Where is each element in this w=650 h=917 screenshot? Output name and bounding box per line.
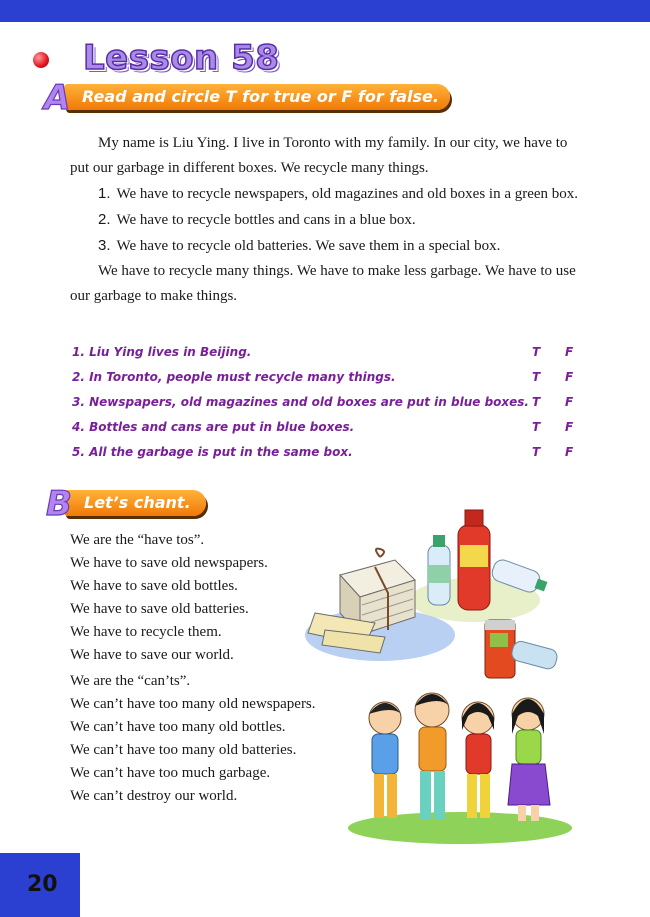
passage-intro: My name is Liu Ying. I live in Toronto with my family. In our city, we have to put our garbage in different boxes. We recycle many things. <box>70 135 568 176</box>
statement-text: 3. Newspapers, old magazines and old boxes are put in blue boxes. <box>72 395 529 409</box>
red-bottle-icon <box>458 510 490 610</box>
chant-verse-2 <box>70 670 316 808</box>
section-b-banner <box>64 490 206 516</box>
lesson-title: Lesson 58 <box>83 38 280 78</box>
boy-figure-icon <box>369 702 401 818</box>
false-option[interactable]: F <box>565 370 574 384</box>
soda-can-icon <box>485 620 559 678</box>
false-option[interactable]: F <box>565 345 574 359</box>
true-option[interactable]: T <box>532 345 541 359</box>
red-bullet-icon <box>33 52 49 68</box>
girl-figure-icon <box>508 698 550 821</box>
false-option[interactable]: F <box>565 420 574 434</box>
section-a-letter: A <box>44 78 71 118</box>
chant-line: We have to save old batteries. <box>70 601 249 617</box>
boy-figure-icon <box>415 693 449 819</box>
chant-verse-1 <box>70 529 268 667</box>
chant-line: We have to recycle them. <box>70 624 222 640</box>
passage-item: 2. We have to recycle bottles and cans in a blue box. <box>98 211 416 228</box>
girl-figure-icon <box>462 702 494 818</box>
chant-line: We can’t have too many old bottles. <box>70 719 286 735</box>
chant-line: We have to save old bottles. <box>70 578 238 594</box>
true-false-row <box>72 445 592 469</box>
chant-line: We can’t have too many old newspapers. <box>70 696 316 712</box>
chant-line: We are the “can’ts”. <box>70 673 191 689</box>
reading-passage <box>70 131 582 309</box>
statement-text: 2. In Toronto, people must recycle many things. <box>72 370 396 384</box>
chant-line: We have to save our world. <box>70 647 234 663</box>
page-number: 20 <box>27 872 58 897</box>
true-option[interactable]: T <box>532 395 541 409</box>
section-b-letter: B <box>46 484 72 524</box>
statement-text: 4. Bottles and cans are put in blue boxes. <box>72 420 355 434</box>
true-option[interactable]: T <box>532 370 541 384</box>
true-false-row <box>72 345 592 369</box>
true-option[interactable]: T <box>532 445 541 459</box>
section-b-instruction: Let’s chant. <box>84 493 191 512</box>
chant-line: We have to save old newspapers. <box>70 555 268 571</box>
passage-closing: We have to recycle many things. We have to make less garbage. We have to use our garbage to make things. <box>70 263 576 304</box>
chant-line: We can’t have too many old batteries. <box>70 742 297 758</box>
true-false-row <box>72 395 592 419</box>
true-false-row <box>72 370 592 394</box>
passage-item: 3. We have to recycle old batteries. We save them in a special box. <box>98 237 501 254</box>
false-option[interactable]: F <box>565 445 574 459</box>
statement-text: 1. Liu Ying lives in Beijing. <box>72 345 252 359</box>
passage-item: 1. We have to recycle newspapers, old magazines and old boxes in a green box. <box>98 185 579 202</box>
section-a-instruction: Read and circle T for true or F for false. <box>82 87 439 106</box>
chant-line: We can’t have too much garbage. <box>70 765 271 781</box>
section-a-banner <box>64 84 450 110</box>
true-option[interactable]: T <box>532 420 541 434</box>
false-option[interactable]: F <box>565 395 574 409</box>
recycling-items-illustration <box>300 505 560 685</box>
chant-line: We are the “have tos”. <box>70 532 205 548</box>
top-bar <box>0 0 650 22</box>
true-false-row <box>72 420 592 444</box>
chant-line: We can’t destroy our world. <box>70 788 238 804</box>
children-chanting-illustration <box>340 680 580 845</box>
small-water-bottle-icon <box>428 535 450 605</box>
statement-text: 5. All the garbage is put in the same box. <box>72 445 353 459</box>
